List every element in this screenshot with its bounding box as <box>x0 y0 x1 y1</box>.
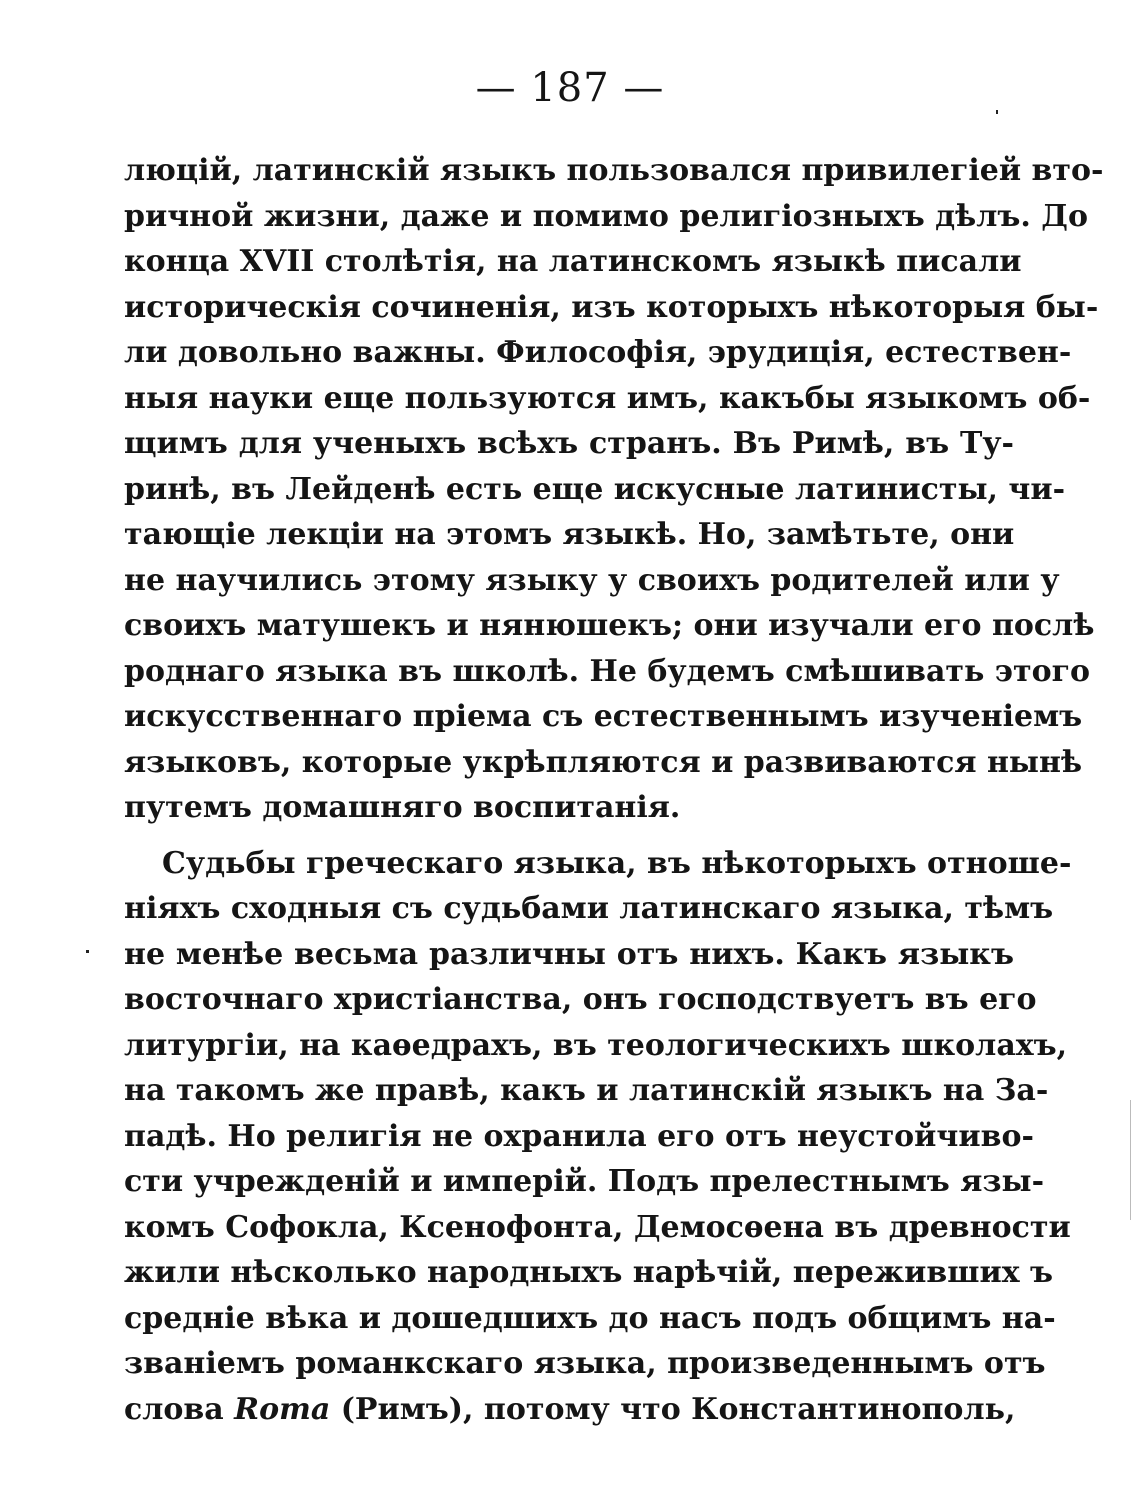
text-line: люцій, латинскій языкъ пользовался привилегіей вто- <box>124 153 1104 188</box>
text-fragment: (Римъ), потому что Константинополь, <box>330 1391 1016 1427</box>
scan-speck <box>996 110 998 114</box>
text-line: историческія сочиненія, изъ которыхъ нѣкоторыя бы- <box>124 289 1099 325</box>
text-line: тающіе лекціи на этомъ языкѣ. Но, замѣтьте, они <box>124 517 1015 552</box>
text-line: средніе вѣка и дошедшихъ до насъ подъ общимъ на- <box>124 1300 1056 1336</box>
text-line: ли довольно важны. Философія, эрудиція, естествен- <box>124 335 1072 370</box>
text-line: падѣ. Но религія не охранила его отъ неустойчиво- <box>124 1118 1034 1154</box>
text-line: щимъ для ученыхъ всѣхъ странъ. Въ Римѣ, въ Ту- <box>124 426 1014 461</box>
text-fragment: слова <box>124 1391 235 1427</box>
body-text <box>124 148 1104 1432</box>
text-line: роднаго языка въ школѣ. Не будемъ смѣшивать этого <box>124 653 1091 689</box>
text-line: восточнаго христіанства, онъ господствуетъ въ его <box>124 982 1037 1017</box>
text-line: жили нѣсколько народныхъ нарѣчій, переживших ъ <box>124 1255 1054 1290</box>
scan-speck <box>1130 1100 1131 1220</box>
paragraph-1 <box>124 148 1104 831</box>
text-line: ричной жизни, даже и помимо религіозныхъ дѣлъ. До <box>124 198 1088 234</box>
page-number: — 187 — <box>475 65 665 111</box>
text-line-last <box>124 1387 1014 1433</box>
text-line: комъ Софокла, Ксенофонта, Демосѳена въ древности <box>124 1209 1071 1245</box>
text-line: на такомъ же правѣ, какъ и латинскій языкъ на За- <box>124 1073 1049 1108</box>
text-line: языковъ, которые укрѣпляются и развиваются нынѣ <box>124 744 1083 780</box>
text-line: литургіи, на каѳедрахъ, въ теологическихъ школахъ, <box>124 1027 1068 1063</box>
text-line: искусственнаго пріема съ естественнымъ изученіемъ <box>124 699 1083 734</box>
text-line: званіемъ романкскаго языка, произведеннымъ отъ <box>124 1346 1046 1381</box>
text-line: путемъ домашняго воспитанія. <box>124 790 681 825</box>
italic-word: Roma <box>234 1391 331 1427</box>
text-line: сти учрежденій и имперій. Подъ прелестнымъ язы- <box>124 1164 1045 1199</box>
text-line: конца XVII столѣтія, на латинскомъ языкѣ писали <box>124 244 1022 279</box>
paragraph-2 <box>124 841 1072 1433</box>
text-line: не научились этому языку у своихъ родителей или у <box>124 562 1060 598</box>
text-line: Судьбы греческаго языка, въ нѣкоторыхъ отноше- <box>162 845 1072 881</box>
scan-speck <box>86 950 89 953</box>
paragraph-gap <box>124 831 1014 841</box>
text-line: ринѣ, въ Лейденѣ есть еще искусные латинисты, чи- <box>124 471 1066 507</box>
text-line: не менѣе весьма различны отъ нихъ. Какъ языкъ <box>124 936 1014 972</box>
text-line: ніяхъ сходныя съ судьбами латинскаго языка, тѣмъ <box>124 891 1054 926</box>
text-line: своихъ матушекъ и нянюшекъ; они изучали его послѣ <box>124 608 1095 643</box>
text-line: ныя науки еще пользуются имъ, какъбы языкомъ об- <box>124 380 1091 416</box>
